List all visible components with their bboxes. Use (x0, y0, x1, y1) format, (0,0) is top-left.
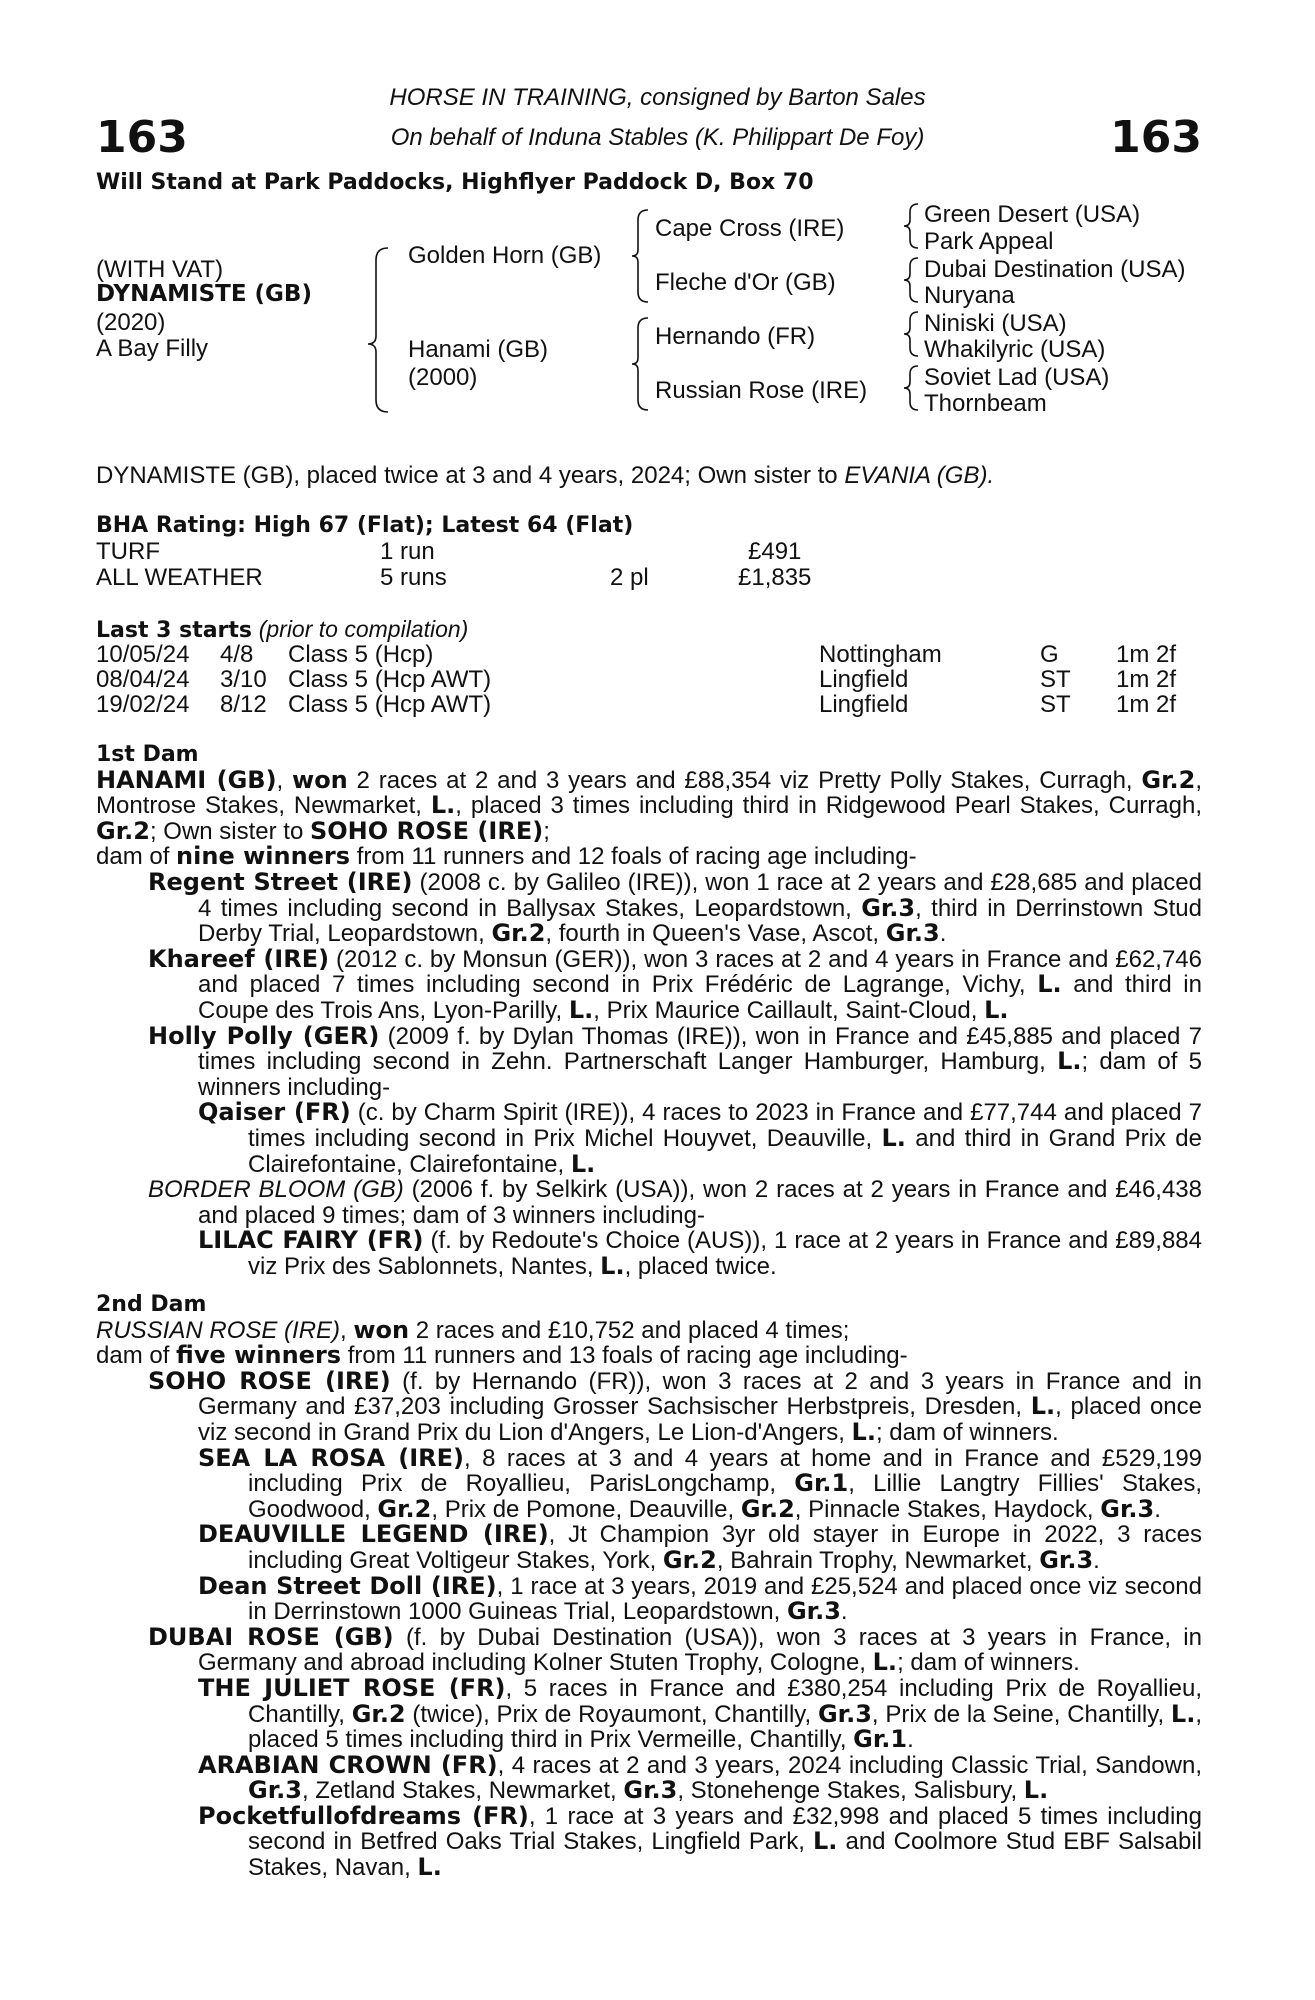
grade: L. (1030, 1392, 1056, 1421)
vat-note: (WITH VAT) (96, 256, 224, 283)
text: and third in Grand Prix de Clairefontaine, Clairefontaine, (248, 1124, 1202, 1178)
dam-sire-name: Hernando (FR) (655, 323, 816, 350)
produce-name: DEAUVILLE LEGEND (IRE) (198, 1520, 549, 1549)
produce-dean-street-doll (198, 1571, 1203, 1626)
grade: Gr.3 (248, 1776, 302, 1805)
horse-name: DYNAMISTE (GB) (96, 281, 312, 307)
grade: Gr.2 (491, 919, 546, 948)
ancestor-7: Soviet Lad (USA) (924, 364, 1110, 391)
horse-year: (2020) (96, 309, 166, 336)
start-position: 8/12 (220, 691, 267, 718)
ancestor-6: Whakilyric (USA) (924, 336, 1106, 363)
produce-name: THE JULIET ROSE (FR) (198, 1673, 506, 1702)
start-distance: 1m 2f (1116, 691, 1177, 718)
text: , Lillie Langtry Fillies' Stakes, Goodwood, (248, 1470, 1202, 1523)
text: (f. by Hernando (FR)), won 3 races at 2 and 3 years in France and in Germany and £37,203 including Grosser Sachsischer Herbstpreis, Dresden, (198, 1367, 1202, 1421)
first-dam-entry: HANAMI (GB), won 2 races at 2 and 3 years and £88,354 viz Pretty Polly Stakes, Curragh, Gr.2, Montrose Stakes, Newmarket, L., placed 3 times including third in Ridgewood Pearl Stakes, Curragh, Gr.2; Own sister to SOHO ROSE (IRE); (96, 765, 1202, 845)
text: . (907, 1726, 914, 1754)
grade: Gr.1 (794, 1469, 849, 1498)
winners-count: five winners (176, 1341, 342, 1370)
start-going: ST (1040, 666, 1071, 693)
text: , placed 3 times including third in Ridgewood Pearl Stakes, Curragh, (455, 792, 1202, 820)
rating-surface: TURF (96, 538, 160, 565)
start-position: 3/10 (220, 666, 267, 693)
start-course: Lingfield (819, 666, 909, 693)
text: and third in Coupe des Trois Ans, Lyon-Parilly, (198, 971, 1202, 1024)
text: . (1093, 1546, 1100, 1574)
grade: L. (984, 995, 1009, 1024)
last-starts-title: Last 3 starts (96, 618, 253, 643)
second-dam-heading: 2nd Dam (96, 1292, 207, 1317)
start-going: ST (1040, 691, 1071, 718)
produce-dubai-rose (148, 1622, 1202, 1677)
horse-summary (96, 462, 994, 490)
text: ; dam of winners. (897, 1649, 1080, 1677)
text: ; Own sister to (149, 817, 310, 845)
produce-soho-rose (148, 1366, 1202, 1446)
grade: Gr.2 (96, 816, 150, 845)
text: (twice), Prix de Royaumont, Chantilly, (405, 1700, 818, 1728)
rating-runs: 5 runs (380, 564, 447, 591)
produce-sea-la-rosa (198, 1443, 1203, 1523)
text: , Pinnacle Stakes, Haydock, (794, 1495, 1101, 1523)
produce-name: SOHO ROSE (IRE) (148, 1366, 391, 1395)
text: , Prix de Pomone, Deauville, (431, 1495, 741, 1523)
start-date: 10/05/24 (96, 641, 190, 668)
text: , Prix Maurice Caillault, Saint-Cloud, (593, 996, 985, 1024)
dam-name: HANAMI (GB) (96, 765, 277, 794)
produce-khareef (148, 944, 1202, 1024)
dam-name: RUSSIAN ROSE (IRE) (96, 1316, 341, 1344)
text: , placed twice. (624, 1252, 777, 1280)
grade: Gr.2 (1141, 765, 1196, 794)
grade: L. (812, 1827, 838, 1856)
grade: Gr.3 (885, 919, 940, 948)
text: , 5 races in France and £380,254 including Prix de Royallieu, Chantilly, (248, 1674, 1202, 1728)
grade: Gr.3 (817, 1699, 872, 1728)
ancestor-8: Thornbeam (924, 390, 1047, 417)
grade: L. (1037, 970, 1062, 999)
rating-placed: 2 pl (610, 564, 649, 591)
start-course: Lingfield (819, 691, 909, 718)
text: . (840, 1598, 848, 1626)
produce-name: Holly Polly (GER) (148, 1021, 380, 1050)
produce-name: Qaiser (FR) (198, 1098, 351, 1127)
produce-the-juliet-rose (198, 1673, 1202, 1754)
ancestor-1: Green Desert (USA) (924, 201, 1141, 228)
text: , placed once viz second in Grand Prix du Lion d'Angers, Le Lion-d'Angers, (198, 1393, 1202, 1446)
text: , third in Derrinstown Stud Derby Trial, Leopardstown, (198, 894, 1202, 948)
grade: L. (568, 995, 594, 1024)
start-course: Nottingham (819, 641, 942, 668)
text: dam of (96, 1342, 177, 1370)
text: (2012 c. by Monsun (GER)), won 3 races at 2 and 4 years in France and £62,746 and placed 7 times including second in Prix Frédéric de Lagrange, Vichy, (198, 945, 1202, 999)
text: (c. by Charm Spirit (IRE)), 4 races to 2023 in France and £77,744 and placed 7 times including second in Prix Michel Houyvet, Deauville, (248, 1099, 1202, 1152)
text: , Prix de la Seine, Chantilly, (871, 1700, 1171, 1728)
ancestor-5: Niniski (USA) (924, 310, 1067, 337)
grade: L. (1170, 1699, 1196, 1728)
second-dam-section (96, 1292, 1202, 1881)
start-race: Class 5 (Hcp) (288, 641, 434, 668)
grade: L. (1023, 1776, 1049, 1805)
sire-sire-name: Cape Cross (IRE) (655, 215, 845, 242)
grade: L. (430, 791, 456, 820)
text: , 1 race at 3 years and £32,998 and placed 5 times including second in Betfred Oaks Trial Stakes, Lingfield Park, (248, 1802, 1202, 1856)
text: 2 races at 2 and 3 years and £88,354 viz Pretty Polly Stakes, Curragh, (347, 766, 1142, 794)
text: , Jt Champion 3yr old stayer in Europe in 2022, 3 races including Great Voltigeur Stakes, York, (248, 1521, 1202, 1574)
start-date: 08/04/24 (96, 666, 190, 693)
start-date: 19/02/24 (96, 691, 190, 718)
text: . (1154, 1495, 1161, 1523)
text: , Zetland Stakes, Newmarket, (301, 1777, 624, 1805)
text: , Stonehenge Stakes, Salisbury, (677, 1777, 1024, 1805)
first-dam-heading: 1st Dam (96, 742, 199, 767)
lot-number-right: 163 (1110, 112, 1202, 163)
text: dam of (96, 843, 177, 871)
text: , placed 5 times including third in Prix Vermeille, Chantilly, (248, 1700, 1202, 1754)
won-label: won (353, 1315, 410, 1344)
rating-prize: £1,835 (738, 564, 812, 591)
text: (f. by Redoute's Choice (AUS)), 1 race at 2 years in France and £89,884 viz Prix des Sablonnets, Nantes, (248, 1227, 1202, 1280)
consignment-line-1: HORSE IN TRAINING, consigned by Barton Sales (389, 84, 926, 111)
text: ; dam of winners. (875, 1418, 1059, 1446)
text: , 1 race at 3 years, 2019 and £25,524 and placed once viz second in Derrinstown 1000 Guineas Trial, Leopardstown, (248, 1572, 1203, 1626)
text: ; dam of 5 winners including- (198, 1048, 1202, 1101)
start-distance: 1m 2f (1116, 641, 1177, 668)
rating-prize: £491 (748, 538, 802, 565)
second-dam-entry: RUSSIAN ROSE (IRE), won 2 races and £10,752 and placed 4 times; (96, 1315, 850, 1344)
ancestor-4: Nuryana (924, 282, 1015, 309)
produce-name: ARABIAN CROWN (FR) (198, 1750, 498, 1779)
produce-deauville-legend (198, 1522, 1202, 1573)
grade: Gr.3 (623, 1776, 678, 1805)
grade: Gr.2 (351, 1699, 406, 1728)
consignment-line-2: On behalf of Induna Stables (K. Philippart De Foy) (390, 124, 925, 151)
grade: L. (1057, 1047, 1082, 1076)
start-going: G (1040, 641, 1059, 668)
sire-name: Golden Horn (GB) (408, 242, 602, 269)
produce-name: LILAC FAIRY (FR) (198, 1226, 424, 1255)
rating-surface: ALL WEATHER (96, 564, 263, 591)
grade: Gr.2 (740, 1494, 795, 1523)
text: from 11 runners and 12 foals of racing age including- (350, 843, 917, 871)
summary-sibling: EVANIA (GB). (844, 462, 995, 489)
produce-name: Dean Street Doll (IRE) (198, 1571, 497, 1600)
text: (2008 c. by Galileo (IRE)), won 1 race at 2 years and £28,685 and placed 4 times including second in Ballysax Stakes, Leopardstown, (198, 868, 1203, 922)
grade: L. (417, 1853, 442, 1882)
grade: Gr.1 (853, 1725, 908, 1754)
grade: L. (881, 1123, 906, 1152)
dam-year: (2000) (408, 364, 478, 391)
start-race: Class 5 (Hcp AWT) (288, 691, 492, 718)
text: , 4 races at 2 and 3 years, 2024 including Classic Trial, Sandown, (497, 1751, 1202, 1779)
horse-description: A Bay Filly (96, 335, 209, 362)
lot-number-left: 163 (96, 112, 188, 163)
produce-qaiser (198, 1100, 1202, 1177)
start-race: Class 5 (Hcp AWT) (288, 666, 492, 693)
text: (f. by Dubai Destination (USA)), won 3 races at 3 years in France, in Germany and abroad including Kolner Stuten Trophy, Cologne, (198, 1623, 1202, 1677)
dam-name: Hanami (GB) (408, 336, 549, 363)
text: ; (543, 817, 550, 845)
grade: Gr.3 (861, 893, 916, 922)
text: , Bahrain Trophy, Newmarket, (716, 1546, 1040, 1574)
text: , Montrose Stakes, Newmarket, (96, 766, 1202, 820)
grade: Gr.3 (1039, 1545, 1094, 1574)
text: 2 races and £10,752 and placed 4 times; (409, 1316, 850, 1344)
text: , fourth in Queen's Vase, Ascot, (545, 920, 886, 948)
grade: Gr.3 (1100, 1494, 1155, 1523)
grade: L. (872, 1648, 898, 1677)
text: (2006 f. by Selkirk (USA)), won 2 races at 2 years in France and £46,438 and placed 9 times; dam of 3 winners including- (198, 1176, 1203, 1229)
produce-name: DUBAI ROSE (GB) (148, 1622, 394, 1651)
stand-location: Will Stand at Park Paddocks, Highflyer Paddock D, Box 70 (96, 170, 814, 195)
grade: L. (570, 1149, 596, 1178)
grade: Gr.2 (377, 1494, 432, 1523)
start-distance: 1m 2f (1116, 666, 1177, 693)
produce-arabian-crown (198, 1750, 1202, 1805)
second-dam-produce-line (96, 1343, 1202, 1369)
grade: L. (851, 1417, 876, 1446)
grade: Gr.3 (786, 1597, 841, 1626)
dam-dam-name: Russian Rose (IRE) (655, 377, 868, 404)
text: . (939, 920, 947, 948)
grade: L. (600, 1251, 625, 1280)
first-dam-produce-line (96, 844, 1202, 870)
produce-regent-street (148, 867, 1203, 948)
sire-dam-name: Fleche d'Or (GB) (655, 269, 836, 296)
rating-runs: 1 run (380, 538, 435, 565)
first-dam-section (96, 742, 1202, 1279)
text: from 11 runners and 13 foals of racing age including- (341, 1342, 908, 1370)
produce-lilac-fairy (198, 1228, 1202, 1279)
text: and Coolmore Stud EBF Salsabil Stakes, Navan, (248, 1828, 1203, 1882)
start-position: 4/8 (220, 641, 254, 668)
last-starts-heading (96, 616, 468, 644)
summary-text: DYNAMISTE (GB), placed twice at 3 and 4 years, 2024; Own sister to (96, 462, 845, 489)
text: , 8 races at 3 and 4 years at home and in France and £529,199 including Prix de Royallieu, ParisLongchamp, (248, 1444, 1203, 1498)
rating-title: BHA Rating: High 67 (Flat); Latest 64 (Flat) (96, 513, 634, 538)
produce-name: Pocketfullofdreams (FR) (198, 1801, 529, 1830)
winners-count: nine winners (176, 842, 351, 871)
text: (2009 f. by Dylan Thomas (IRE)), won in France and £45,885 and placed 7 times including second in Zehn. Partnerschaft Langer Hamburger, Hamburg, (198, 1022, 1202, 1076)
grade: Gr.2 (662, 1545, 717, 1574)
ancestor-3: Dubai Destination (USA) (924, 256, 1186, 283)
produce-name: SEA LA ROSA (IRE) (198, 1443, 465, 1472)
produce-pocketfullofdreams (198, 1801, 1203, 1882)
produce-name: Khareef (IRE) (148, 944, 330, 973)
produce-holly-polly (148, 1021, 1202, 1101)
produce-border-bloom (148, 1177, 1202, 1228)
produce-name: BORDER BLOOM (GB) (148, 1176, 404, 1204)
ancestor-2: Park Appeal (924, 228, 1054, 255)
produce-name: Regent Street (IRE) (148, 867, 413, 896)
won-label: won (292, 765, 348, 794)
last-starts-subtitle: (prior to compilation) (258, 616, 469, 642)
sister-name: SOHO ROSE (IRE) (309, 816, 544, 845)
